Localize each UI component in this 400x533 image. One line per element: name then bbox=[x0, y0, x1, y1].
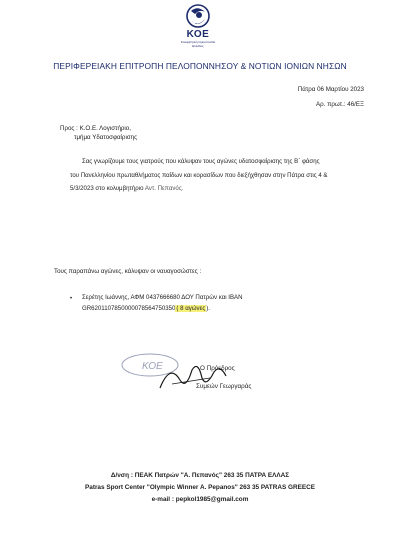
footer-email: e-mail : pepkol1985@gmail.com bbox=[151, 496, 249, 503]
body-line-3-text: 5/3/2023 στο κολυμβητήριο bbox=[70, 185, 144, 193]
signatory-title: Ο Πρόεδρος bbox=[200, 365, 235, 372]
recipient-line-1: Προς : Κ.Ο.Ε. Λογιστήριο, bbox=[60, 125, 131, 132]
bullet-icon: • bbox=[70, 296, 73, 302]
protocol-number: Αρ. πρωτ.: 46/ΕΞ bbox=[316, 101, 364, 108]
body-line-1: Σας γνωρίζουμε τους γιατρούς που κάλυψαν τους αγώνες υδατοσφαίρισης της Β΄ φάσης bbox=[82, 158, 320, 165]
iban-value: GR6201107850000078564750350 bbox=[82, 305, 176, 312]
svg-text:ΚΟΕ: ΚΟΕ bbox=[142, 361, 163, 372]
lifeguards-intro: Τους παραπάνω αγώνες, κάλυψαν οι ναυαγοσώστες : bbox=[54, 268, 202, 275]
lifeguard-entry-line-1: Σερέτης Ιωάννης, ΑΦΜ 0437666680 ΔΟΥ Πατρών και IBAN bbox=[82, 294, 243, 301]
venue-name: Αντ. Πεπανός. bbox=[144, 185, 184, 193]
logo-text: ΚΟΕ bbox=[186, 29, 210, 40]
body-line-2: του Πανελληνίου πρωταθλήματος παίδων και κορασίδων που διεξήχθησαν στην Πάτρα στις 4 & bbox=[70, 171, 328, 179]
games-count-highlight: ( 8 αγώνες bbox=[176, 305, 206, 312]
recipient-line-2: τμήμα Υδατοσφαίρισης bbox=[74, 134, 138, 141]
entry-closing: ). bbox=[206, 305, 210, 312]
letter-date: Πάτρα 06 Μαρτίου 2023 bbox=[297, 86, 364, 93]
body-line-3 bbox=[70, 182, 368, 196]
lifeguard-entry-line-2 bbox=[82, 305, 210, 312]
committee-header: ΠΕΡΙΦΕΡΕΙΑΚΗ ΕΠΙΤΡΟΠΗ ΠΕΛΟΠΟΝΝΗΣΟΥ & ΝΟΤΙΩΝ ΙΟΝΙΩΝ ΝΗΣΩΝ bbox=[53, 61, 347, 71]
logo-subtext: Κολυμβητική Ομοσπονδία Ελλάδος bbox=[180, 40, 216, 48]
handwritten-signature-icon bbox=[150, 358, 230, 398]
letter-body bbox=[70, 155, 368, 196]
signatory-name: Συμεών Γεωργαράς bbox=[196, 383, 252, 390]
footer-address-english: Patras Sport Center "Olympic Winner A. Pepanos" 263 35 PATRAS GREECE bbox=[85, 484, 315, 491]
footer-address-greek: Δ/νση : ΠΕΑΚ Πατρών "Α. Πεπανός" 263 35 ΠΑΤΡΑ ΕΛΛΑΣ bbox=[110, 472, 290, 479]
